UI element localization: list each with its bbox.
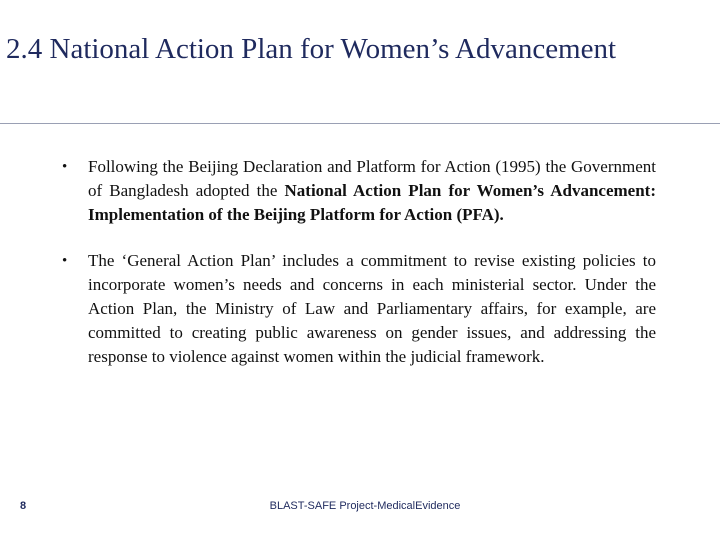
bullet-text-plain: Following the Beijing Declaration and Platform for Action (1995) the Government of Bangladesh adopted the — [88, 157, 656, 200]
footer-text: BLAST-SAFE Project-MedicalEvidence — [269, 500, 461, 512]
bullet-text-bold: National Action Plan for Women’s Advancement: Implementation of the Beijing Platform for Action (PFA). — [88, 181, 656, 224]
slide-title: 2.4 National Action Plan for Women’s Advancement — [6, 33, 617, 65]
title-divider — [0, 123, 720, 124]
slide-number: 8 — [20, 500, 27, 512]
bullet-item-general-action-plan — [60, 249, 656, 369]
bullet-marker-icon: • — [62, 159, 68, 175]
bullet-list — [60, 155, 656, 391]
bullet-text-plain: The ‘General Action Plan’ includes a commitment to revise existing policies to incorporate women’s needs and concerns in each ministerial sector. Under the Action Plan, the Ministry of Law and Parliamentary affairs, for example, are committed to creating public awareness on gender issues, and addressing the response to violence against women within the judicial framework. — [88, 251, 656, 366]
bullet-marker-icon: • — [62, 253, 68, 269]
bullet-item-beijing-declaration — [60, 155, 656, 227]
